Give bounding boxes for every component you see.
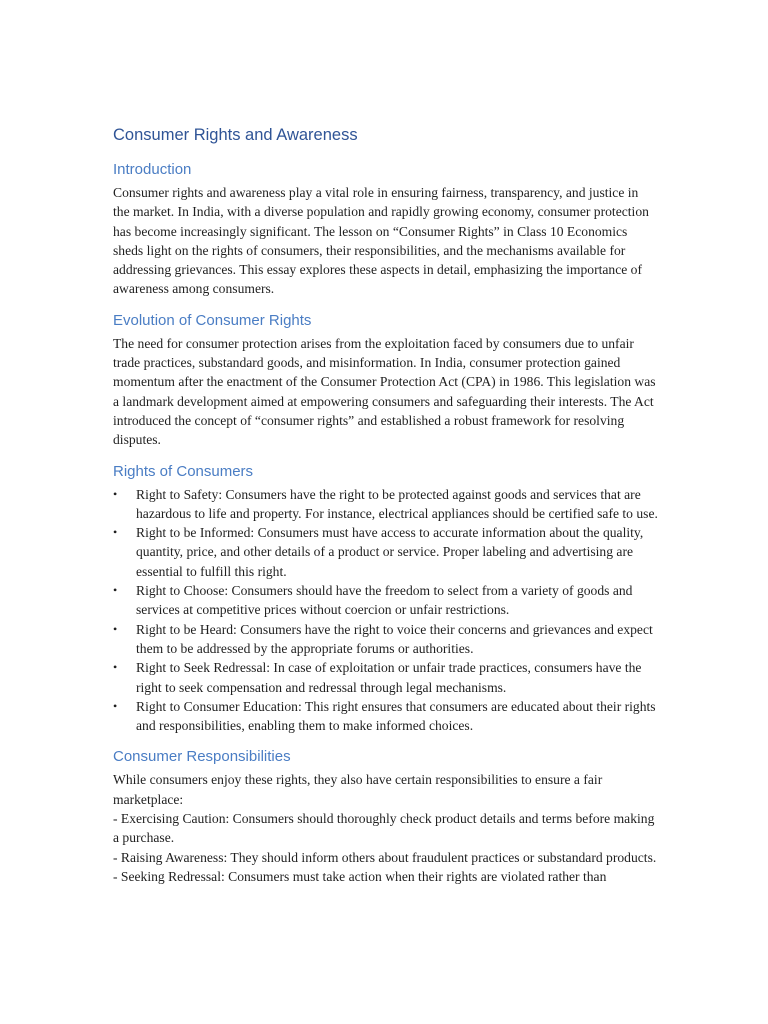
responsibility-redressal: - Seeking Redressal: Consumers must take action when their rights are violated rather than [113,868,607,884]
responsibility-caution: - Exercising Caution: Consumers should thoroughly check product details and terms before making a purchase. [113,811,655,846]
rights-list-item [113,523,658,581]
responsibilities-intro: While consumers enjoy these rights, they also have certain responsibilities to ensure a fair marketplace: [113,772,603,807]
introduction-heading: Introduction [113,161,192,178]
bullet-icon: • [113,486,118,501]
bullet-icon: • [113,621,118,636]
right-choose-text: Right to Choose: Consumers should have the freedom to select from a variety of goods and services at competitive prices without coercion or unfair restrictions. [136,583,633,618]
rights-list [113,485,658,736]
responsibilities-heading: Consumer Responsibilities [113,748,291,766]
right-safety-text: Right to Safety: Consumers have the right to be protected against goods and services that are hazardous to life and property. For instance, electrical appliances should be certified safe to use. [136,486,658,521]
rights-heading: Rights of Consumers [113,462,254,480]
introduction-paragraph: Consumer rights and awareness play a vital role in ensuring fairness, transparency, and justice in the market. In India, with a diverse population and rapidly growing economy, consumer protection has become increasingly significant. The lesson on “Consumer Rights” in Class 10 Economics sheds light on the rights of consumers, their responsibilities, and the mechanisms available for addressing grievances. This essay explores these aspects in detail, emphasizing the importance of awareness among consumers. [113,185,649,297]
bullet-icon: • [113,660,118,675]
bullet-icon: • [113,698,118,713]
bullet-icon: • [113,525,118,540]
document-page [113,124,658,886]
evolution-paragraph: The need for consumer protection arises from the exploitation faced by consumers due to unfair trade practices, substandard goods, and misinformation. In India, consumer protection gained momentum after the enactment of the Consumer Protection Act (CPA) in 1986. This legislation was a landmark development aimed at empowering consumers and safeguarding their interests. The Act introduced the concept of “consumer rights” and established a robust framework for resolving disputes. [113,335,656,448]
right-education-text: Right to Consumer Education: This right ensures that consumers are educated about their rights and responsibilities, enabling them to make informed choices. [136,698,656,734]
evolution-heading: Evolution of Consumer Rights [113,311,312,329]
rights-list-item [113,658,658,697]
rights-list-item [113,620,658,659]
document-title: Consumer Rights and Awareness [113,126,358,144]
rights-list-item [113,581,658,620]
rights-list-item [113,485,658,524]
bullet-icon: • [113,583,118,598]
responsibility-awareness: - Raising Awareness: They should inform others about fraudulent practices or substandard products. [113,849,657,865]
right-informed-text: Right to be Informed: Consumers must have access to accurate information about the quality, quantity, price, and other details of a product or service. Proper labeling and advertising are essential to fulfill this right. [136,525,644,579]
rights-list-item [113,697,658,736]
right-heard-text: Right to be Heard: Consumers have the right to voice their concerns and grievances and expect them to be addressed by the appropriate forums or authorities. [136,621,653,656]
right-redressal-text: Right to Seek Redressal: In case of exploitation or unfair trade practices, consumers have the right to seek compensation and redressal through legal mechanisms. [136,660,642,695]
